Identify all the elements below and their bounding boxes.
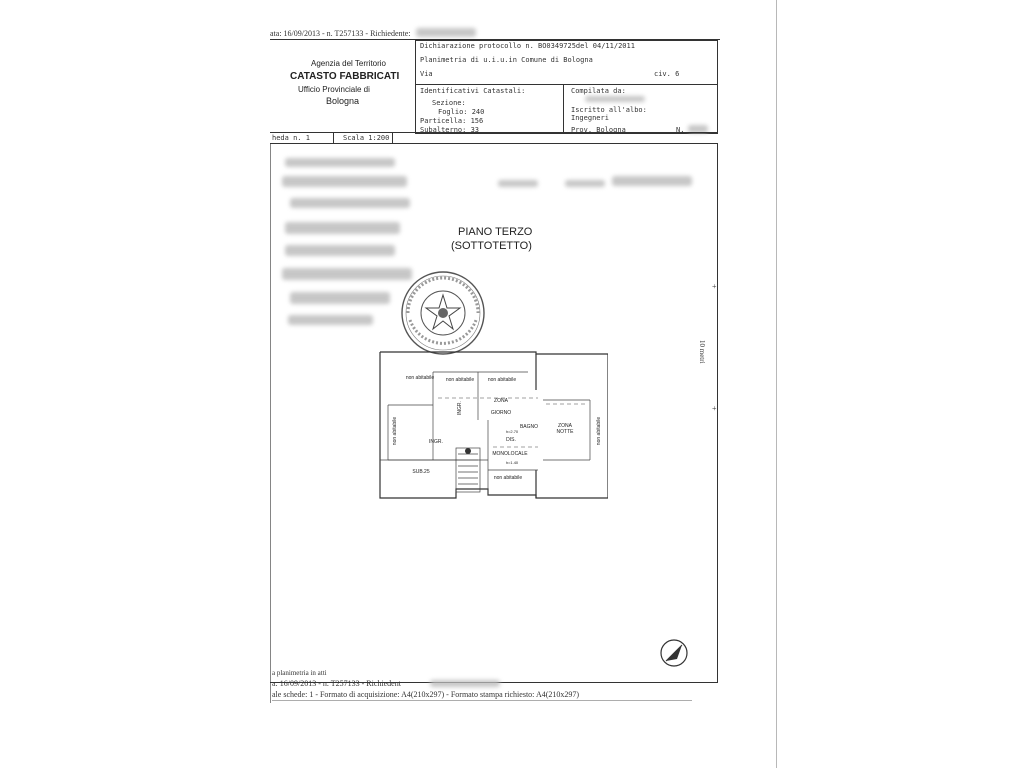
- redaction-mark: [282, 176, 407, 187]
- height-label: h=1.40: [505, 460, 519, 465]
- header-grid-divider: [415, 84, 717, 85]
- room-non-abitabile: non abitabile: [445, 377, 475, 383]
- room-zona-notte: NOTTE: [556, 429, 574, 435]
- via-label: Via: [420, 70, 433, 78]
- frame-right: [717, 143, 718, 683]
- room-bagno: BAGNO: [519, 424, 539, 430]
- redaction-mark: [498, 180, 538, 187]
- redaction-mark: [285, 245, 395, 256]
- ingegneri-label: Ingegneri: [571, 114, 609, 122]
- redaction-mark: [430, 680, 500, 687]
- footer-line-3: ale schede: 1 - Formato di acquisizione: A4(210x297) - Formato stampa richiesto: A4(210x297): [272, 690, 580, 699]
- footer-rule: [272, 700, 692, 701]
- room-ingr: INGR.: [429, 439, 443, 445]
- catasto-title: CATASTO FABBRICATI: [290, 71, 400, 82]
- scan-edge: [776, 0, 777, 768]
- iscritto-label: Iscritto all'albo:: [571, 106, 647, 114]
- agency-block: [270, 40, 417, 134]
- scheda-divider: [333, 132, 334, 143]
- frame-left: [270, 143, 271, 703]
- plan-subtitle: (SOTTOTETTO): [451, 240, 532, 252]
- prov-label: Prov. Bologna: [571, 126, 626, 134]
- room-ingr-top: INGR.: [457, 401, 463, 415]
- footer-line-1: a planimetria in atti: [272, 669, 327, 677]
- height-label: h=2.70: [505, 429, 519, 434]
- north-arrow-icon: [658, 637, 690, 669]
- agency-name: Agenzia del Territorio: [311, 59, 387, 68]
- stamp-seal-icon: [398, 268, 488, 358]
- dichiarazione-text: Dichiarazione protocollo n. BO0349725del 04/11/2011: [420, 42, 635, 50]
- redaction-mark: [285, 222, 400, 234]
- header-top-line: ata: 16/09/2013 - n. T257133 - Richiedente:: [270, 29, 411, 38]
- room-monolocale: MONOLOCALE: [492, 451, 528, 457]
- scheda-divider: [392, 132, 393, 143]
- compilata-label: Compilata da:: [571, 87, 626, 95]
- foglio-label: Foglio: 240: [438, 108, 485, 116]
- scheda-rule-bottom: [270, 143, 717, 144]
- room-zona-notte: ZONA: [558, 423, 572, 429]
- civ-label: civ. 6: [654, 70, 680, 78]
- room-giorno: GIORNO: [490, 410, 512, 416]
- room-non-abitabile-side: non abitabile: [392, 416, 398, 446]
- room-zona: ZONA: [494, 398, 508, 404]
- subalterno-label: Subalterno: 33: [420, 126, 480, 134]
- room-dis: DIS.: [506, 437, 516, 443]
- redaction-mark: [565, 180, 605, 187]
- identificativi-label: Identificativi Catastali:: [420, 87, 526, 95]
- scheda-label: heda n. 1: [272, 134, 310, 142]
- scale-bar-label: 10 metri: [698, 340, 706, 364]
- scale-tick-icon: +: [712, 404, 717, 413]
- redaction-mark: [290, 292, 390, 304]
- planimetria-text: Planimetria di u.i.u.in Comune di Bologna: [420, 56, 593, 64]
- redaction-mark: [285, 158, 395, 167]
- redaction-mark: [416, 28, 476, 37]
- footer-line-2: a: 16/09/2013 - n. T257133 - Richiedent: [272, 679, 401, 688]
- header-grid-vdivider: [563, 84, 564, 132]
- office-name: Ufficio Provinciale di: [298, 85, 370, 94]
- room-non-abitabile-bottom: non abitabile: [493, 475, 523, 481]
- room-sub25: SUB.25: [412, 469, 430, 475]
- room-non-abitabile: non abitabile: [405, 375, 435, 381]
- scheda-rule-top: [270, 132, 717, 133]
- redaction-mark: [612, 176, 692, 186]
- room-non-abitabile: non abitabile: [487, 377, 517, 383]
- room-non-abitabile-right: non abitabile: [596, 416, 602, 446]
- redaction-mark: [282, 268, 412, 280]
- scala-label: Scala 1:200: [343, 134, 390, 142]
- redaction-mark: [288, 315, 373, 325]
- sezione-label: Sezione:: [432, 99, 466, 107]
- office-city: Bologna: [326, 96, 360, 106]
- redaction-mark: [585, 96, 645, 102]
- n-label: N.: [676, 126, 685, 134]
- particella-label: Particella: 156: [420, 117, 484, 125]
- plan-title: PIANO TERZO: [458, 226, 533, 238]
- redaction-mark: [290, 198, 410, 208]
- scale-tick-icon: +: [712, 282, 717, 291]
